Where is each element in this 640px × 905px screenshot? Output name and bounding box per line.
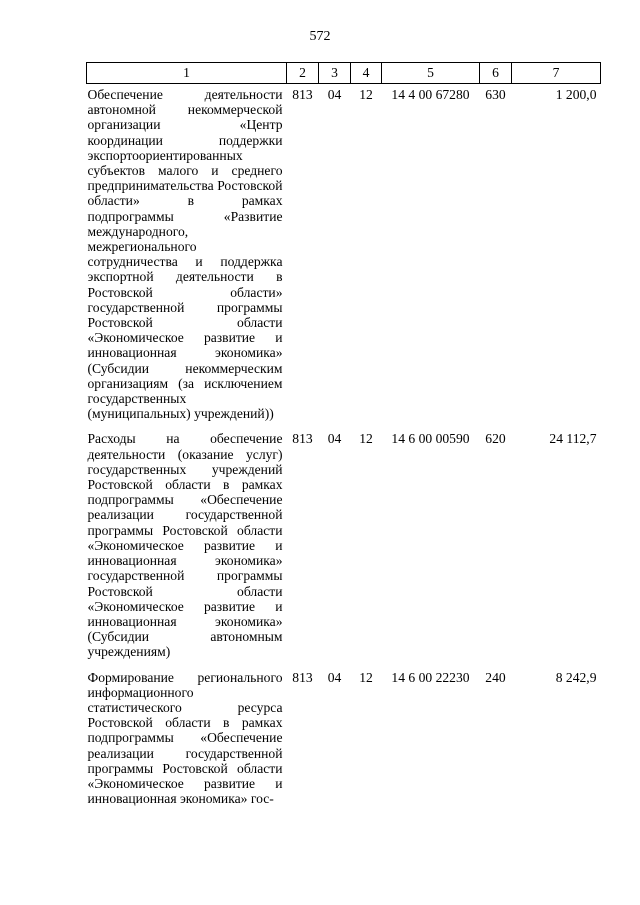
table-header-row	[87, 63, 601, 84]
table-row	[87, 428, 601, 666]
table-row	[87, 667, 601, 814]
row-description: Обеспечение деятельности автономной некоммерческой организации «Центр координации поддержки экспортоориентированных субъектов малого и среднего предпринимательства Ростовской области» в рамках подпрограммы «Развитие международного, межрегионального сотрудничества и поддержка экспортной деятельности в Ростовской области» государственной программы Ростовской области «Экономическое развитие и инновационная экономика» (Субсидии некоммерческим организациям (за исключением государственных (муниципальных) учреждений))	[87, 87, 283, 422]
amount: 24 112,7	[549, 431, 597, 447]
row-description: Формирование регионального информационного статистического ресурса Ростовской области в рамках подпрограммы «Обеспечение реализации государственной программы Ростовской области «Экономическое развитие и инновационная экономика» гос-	[87, 669, 283, 807]
ministry-code: 813	[292, 87, 313, 102]
amount: 1 200,0	[555, 87, 597, 102]
row-description: Расходы на обеспечение деятельности (оказание услуг) государственных учреждений Ростовской области в рамках подпрограммы «Обеспечение реализации государственной программы Ростовской области «Экономическое развитие и инновационная экономика» государственной программы Ростовской области «Экономическое развитие и инновационная экономика» (Субсидии автономным учреждениям)	[87, 431, 283, 660]
column-header-2: 2	[287, 63, 319, 84]
section-code: 04	[327, 669, 342, 685]
budget-table	[86, 62, 601, 813]
page-number: 572	[309, 29, 331, 44]
target-article-code: 14 6 00 00590	[391, 431, 470, 447]
expense-type-code: 620	[485, 431, 506, 447]
column-header-1: 1	[87, 63, 287, 84]
column-header-6: 6	[480, 63, 512, 84]
table-row	[87, 84, 601, 429]
column-header-3: 3	[319, 63, 351, 84]
subsection-code: 12	[359, 431, 373, 447]
column-header-7: 7	[512, 63, 601, 84]
amount: 8 242,9	[555, 669, 597, 685]
column-header-5: 5	[382, 63, 480, 84]
section-code: 04	[327, 431, 342, 447]
expense-type-code: 240	[485, 669, 506, 685]
section-code: 04	[327, 87, 342, 102]
ministry-code: 813	[292, 431, 313, 447]
subsection-code: 12	[359, 87, 373, 102]
ministry-code: 813	[292, 669, 313, 685]
target-article-code: 14 4 00 67280	[391, 87, 470, 102]
target-article-code: 14 6 00 22230	[391, 669, 470, 685]
column-header-4: 4	[351, 63, 382, 84]
subsection-code: 12	[359, 669, 373, 685]
expense-type-code: 630	[485, 87, 506, 102]
